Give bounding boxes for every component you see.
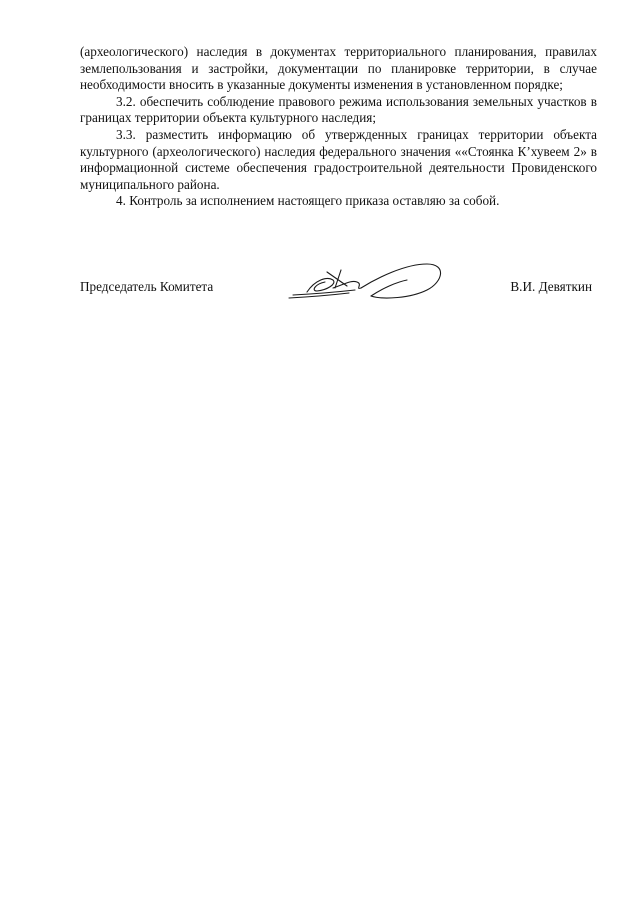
handwritten-signature	[287, 258, 447, 304]
signatory-name: В.И. Девяткин	[510, 279, 592, 294]
paragraph-3-2: 3.2. обеспечить соблюдение правового режима использования земельных участков в границах территории объекта культурного наследия;	[80, 93, 597, 126]
signatory-position: Председатель Комитета	[80, 279, 214, 294]
document-body	[80, 44, 597, 210]
paragraph-heritage-continuation: (археологического) наследия в документах территориального планирования, правилах землепользования и застройки, документации по планировке территории, в случае необходимости вносить в указанные документы изменения в установленном порядке;	[80, 44, 597, 93]
paragraph-4: 4. Контроль за исполнением настоящего приказа оставляю за собой.	[116, 193, 500, 209]
paragraph-3-3: 3.3. разместить информацию об утвержденных границах территории объекта культурного (археологического) наследия федерального значения ««Стоянка К’хувеем 2» в информационной системе обеспечения градостроительной деятельности Провиденского муниципального района.	[80, 126, 597, 192]
